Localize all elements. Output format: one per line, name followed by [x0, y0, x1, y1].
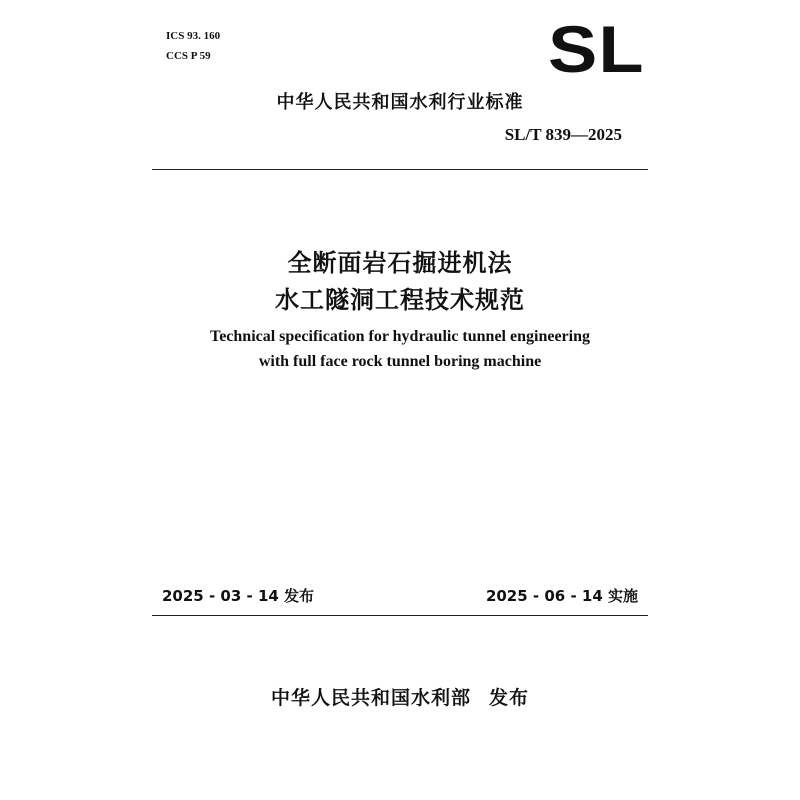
top-divider [152, 169, 648, 170]
bottom-divider [152, 615, 648, 616]
title-cn-line-1: 全断面岩石掘进机法 [287, 249, 513, 277]
title-en-line-2: with full face rock tunnel boring machine [258, 353, 542, 370]
issue-date: 2025 - 03 - 14 发布 [162, 587, 315, 605]
issuing-action: 发布 [489, 687, 530, 709]
classification-codes [166, 26, 220, 66]
issuing-authority [0, 683, 800, 710]
ccs-code: CCS P 59 [166, 50, 211, 62]
implementation-date: 2025 - 06 - 14 实施 [485, 587, 638, 605]
issuing-authority-name: 中华人民共和国水利部 [270, 687, 471, 709]
standard-number: SL/T 839—2025 [504, 125, 622, 144]
standard-category-heading: 中华人民共和国水利行业标准 [276, 92, 524, 113]
title-en-line-1: Technical specification for hydraulic tunnel engineering [209, 328, 590, 345]
title-cn-line-2: 水工隧洞工程技术规范 [275, 286, 525, 314]
sl-logo: SL [548, 12, 645, 86]
ics-code: ICS 93. 160 [166, 30, 221, 42]
